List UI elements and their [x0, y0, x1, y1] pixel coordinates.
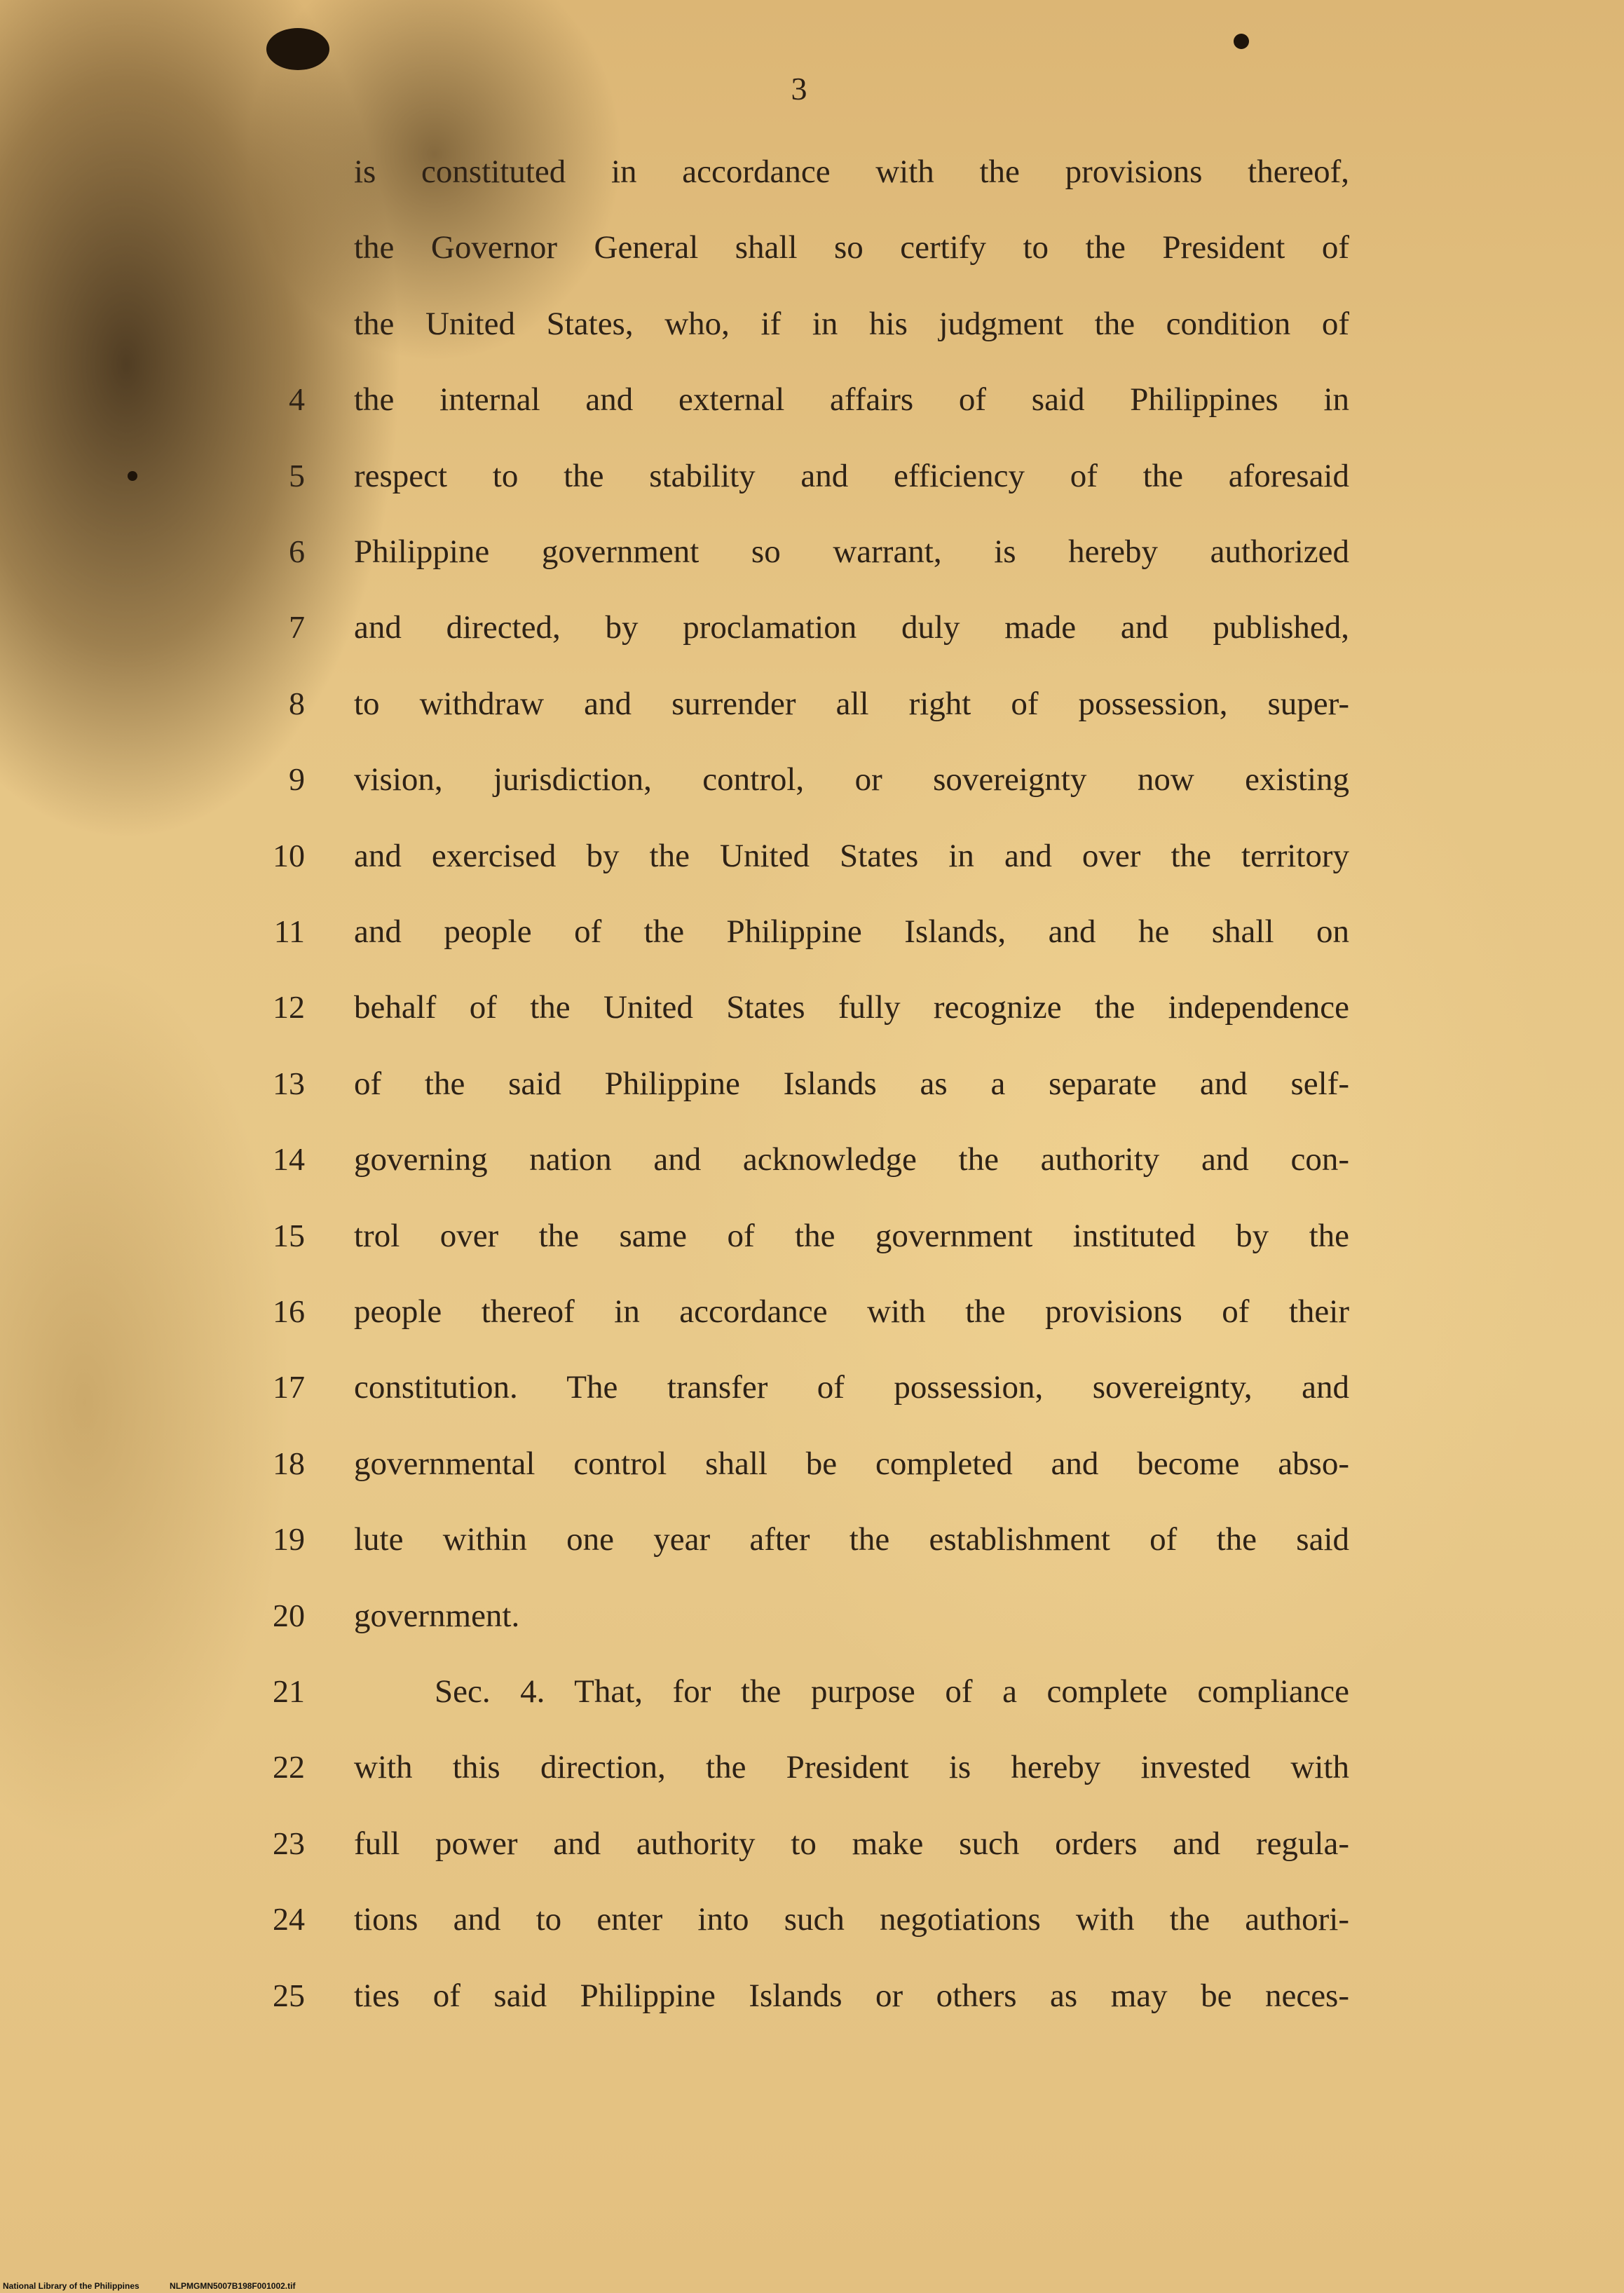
line-number: 17 — [273, 1369, 305, 1406]
line-number: 19 — [273, 1521, 305, 1558]
line-text: and exercised by the United States in and over the territory — [354, 837, 1349, 874]
line-number: 23 — [273, 1825, 305, 1861]
file-id: NLPMGMN5007B198F001002.tif — [170, 2281, 296, 2291]
line-number: 9 — [289, 761, 305, 798]
line-number: 11 — [273, 913, 305, 949]
line-text: Philippine government so warrant, is hereby authorized — [354, 533, 1349, 570]
line-text: people thereof in accordance with the provisions of their — [354, 1293, 1349, 1330]
line-number: 18 — [273, 1445, 305, 1481]
line-text: constitution. The transfer of possession, sovereignty, and — [354, 1369, 1349, 1406]
line-number: 21 — [273, 1673, 305, 1709]
line-text: and directed, by proclamation duly made and published, — [354, 609, 1349, 646]
line-text: Sec. 4. That, for the purpose of a complete compliance — [435, 1673, 1349, 1710]
line-text: the Governor General shall so certify to the President of — [354, 229, 1349, 266]
line-text: vision, jurisdiction, control, or sovereignty now existing — [354, 761, 1349, 798]
line-text: lute within one year after the establishment of the said — [354, 1521, 1349, 1558]
line-text: full power and authority to make such orders and regula- — [354, 1825, 1349, 1862]
line-number: 8 — [289, 685, 305, 721]
line-number: 4 — [289, 381, 305, 418]
line-text: respect to the stability and efficiency of the aforesaid — [354, 457, 1349, 494]
line-text: behalf of the United States fully recognize the independence — [354, 989, 1349, 1026]
line-text: tions and to enter into such negotiations with the authori- — [354, 1901, 1349, 1938]
line-text: governmental control shall be completed and become abso- — [354, 1445, 1349, 1482]
line-text: the internal and external affairs of said Philippines in — [354, 381, 1349, 419]
line-text: trol over the same of the government instituted by the — [354, 1217, 1349, 1254]
line-number: 16 — [273, 1293, 305, 1329]
line-number: 6 — [289, 533, 305, 569]
line-text: is constituted in accordance with the provisions thereof, — [354, 154, 1349, 190]
line-text: with this direction, the President is hereby invested with — [354, 1749, 1349, 1786]
line-text: government. — [354, 1597, 520, 1634]
line-number: 12 — [273, 989, 305, 1026]
line-number: 22 — [273, 1749, 305, 1785]
ink-spot — [128, 471, 137, 481]
line-number: 15 — [273, 1217, 305, 1253]
library-name: National Library of the Philippines — [3, 2281, 139, 2291]
line-text: and people of the Philippine Islands, and he shall on — [354, 913, 1349, 950]
line-text: of the said Philippine Islands as a separate and self- — [354, 1065, 1349, 1102]
line-number: 14 — [273, 1141, 305, 1178]
ink-spot — [1234, 34, 1249, 49]
line-number: 24 — [273, 1901, 305, 1938]
line-text: ties of said Philippine Islands or others as may be neces- — [354, 1977, 1349, 2014]
line-number: 10 — [273, 837, 305, 873]
line-number: 13 — [273, 1065, 305, 1101]
line-number: 7 — [289, 609, 305, 646]
line-number: 20 — [273, 1597, 305, 1633]
page-number: 3 — [791, 71, 807, 107]
burn-spot — [266, 28, 329, 70]
line-text: to withdraw and surrender all right of possession, super- — [354, 685, 1349, 722]
line-number: 5 — [289, 457, 305, 494]
line-text: the United States, who, if in his judgment the condition of — [354, 305, 1349, 342]
line-number: 25 — [273, 1977, 305, 2013]
line-text: governing nation and acknowledge the authority and con- — [354, 1141, 1349, 1178]
scan-footer — [3, 2281, 323, 2291]
